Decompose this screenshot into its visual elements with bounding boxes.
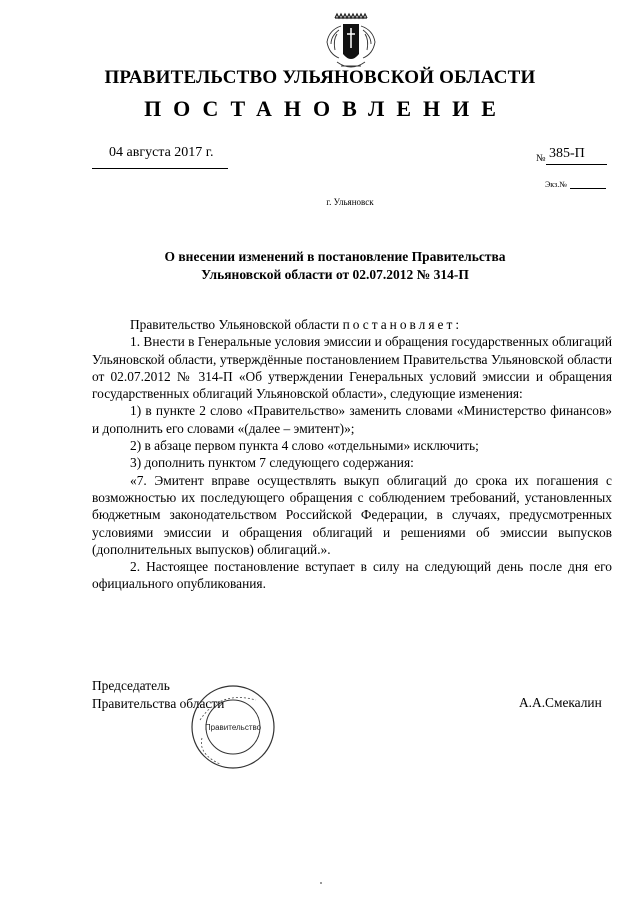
organization-name: ПРАВИТЕЛЬСТВО УЛЬЯНОВСКОЙ ОБЛАСТИ xyxy=(104,67,536,88)
city: г. Ульяновск xyxy=(326,197,374,207)
position-line-2: Правительства области xyxy=(92,696,225,711)
document-date: 04 августа 2017 г. xyxy=(109,145,214,160)
paragraph-1-item-3: 3) дополнить пунктом 7 следующего содержания: xyxy=(130,455,414,471)
document-title xyxy=(120,248,550,284)
intro-paragraph xyxy=(92,316,612,333)
signatory-name: А.А.Смекалин xyxy=(519,695,602,710)
title-line-1: О внесении изменений в постановление Правительства xyxy=(164,249,506,264)
position-line-1: Председатель xyxy=(92,678,170,693)
paragraph-1-item-3-text: «7. Эмитент вправе осуществлять выкуп облигаций до срока их погашения с возможностью их последующего обращения с соблюдением требований, установленных бюджетным законодательством Российской Федерации, в случаях, предусмотренных условиями эмиссии и обращения облигаций и решениями об эмиссии выпусков (дополнительных выпусков) облигаций.». xyxy=(92,472,612,557)
document-type: ПОСТАНОВЛЕНИЕ xyxy=(144,96,508,121)
paragraph-2: 2. Настоящее постановление вступает в силу на следующий день после дня его официального опубликования. xyxy=(92,559,612,592)
document-body xyxy=(92,316,612,593)
document-number: 385-П xyxy=(549,146,585,161)
copy-number-label: Экз.№ xyxy=(545,180,567,189)
scan-speck xyxy=(320,882,322,884)
title-line-2: Ульяновской области от 02.07.2012 № 314-П xyxy=(201,267,469,282)
number-label: № xyxy=(536,153,546,164)
paragraph-1: 1. Внести в Генеральные условия эмиссии и обращения государственных облигаций Ульяновской области, утверждённые постановлением Правительства Ульяновской области от 02.07.2012 № 314-П «Об утверждении Генеральных условий эмиссии и обращения государственных облигаций Ульяновской области», следующие изменения: xyxy=(92,334,612,402)
intro-verb: постановляет: xyxy=(342,317,463,332)
paragraph-1-item-1: 1) в пункте 2 слово «Правительство» заменить словами «Министерство финансов» и дополнить его словами «(далее – эмитент)»; xyxy=(92,403,612,436)
copy-number-underline xyxy=(570,188,606,189)
number-underline xyxy=(546,164,607,165)
date-underline xyxy=(92,168,228,169)
intro-prefix: Правительство Ульяновской области xyxy=(130,317,340,332)
stamp-label: Правительство xyxy=(204,723,262,732)
paragraph-1-item-2: 2) в абзаце первом пункта 4 слово «отдельными» исключить; xyxy=(130,438,479,454)
official-stamp-icon xyxy=(190,684,276,770)
